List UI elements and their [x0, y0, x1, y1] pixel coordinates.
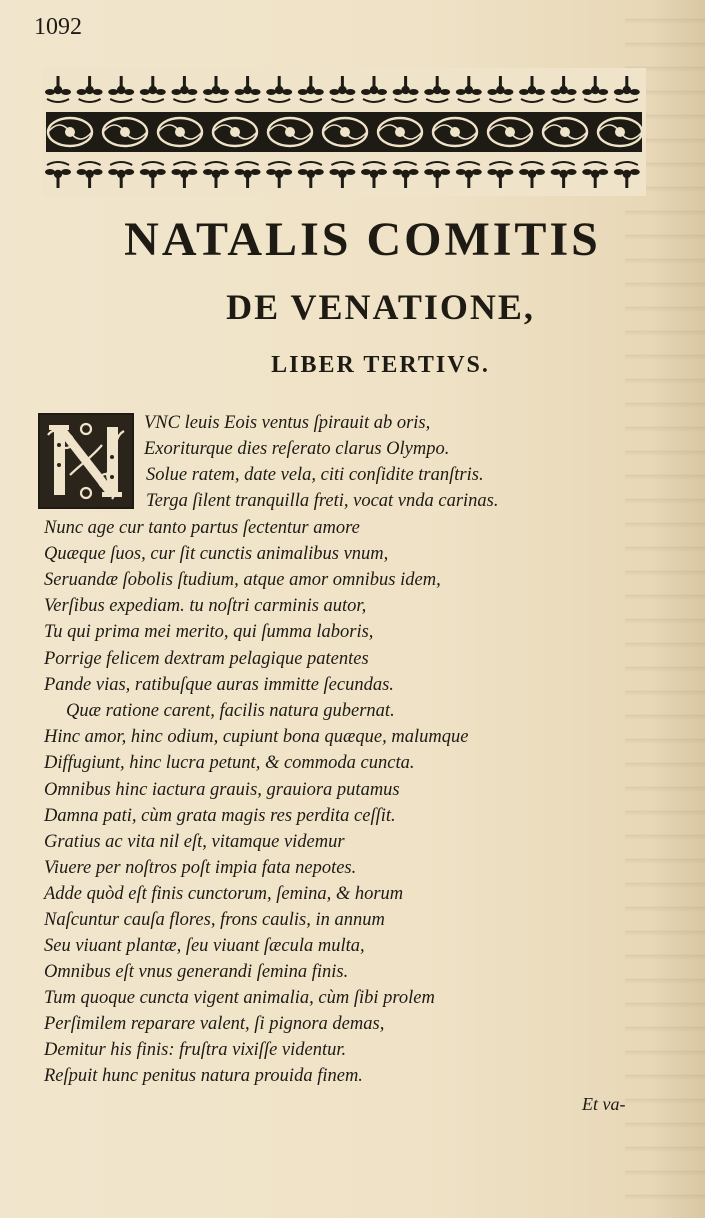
- verse-line: Adde quòd eſt finis cunctorum, ſemina, & horum: [44, 884, 404, 904]
- verse-line: Demitur his finis: fruſtra vixiſſe videntur.: [44, 1040, 347, 1060]
- verse-line: Naſcuntur cauſa flores, frons caulis, in annum: [44, 910, 385, 930]
- verse-line: Nunc age cur tanto partus ſectentur amore: [44, 518, 360, 538]
- verse-line: Verſibus expediam. tu noſtri carminis autor,: [44, 596, 367, 616]
- verse-line: Seruandæ ſobolis ſtudium, atque amor omnibus idem,: [44, 570, 441, 590]
- verse-line: Omnibus eſt vnus generandi ſemina finis.: [44, 962, 349, 982]
- verse-line: Exoriturque dies reſerato clarus Olympo.: [144, 439, 450, 459]
- verse-line: Omnibus hinc iactura grauis, grauiora putamus: [44, 780, 400, 800]
- page-number: 1092: [34, 14, 82, 40]
- verse-line: Pande vias, ratibuſque auras immitte ſecundas.: [44, 675, 394, 695]
- floral-headpiece-band: [42, 68, 646, 196]
- verse-line: Hinc amor, hinc odium, cupiunt bona quæque, malumque: [44, 727, 469, 747]
- verse-line: VNC leuis Eois ventus ſpirauit ab oris,: [144, 413, 431, 433]
- author-title: NATALIS COMITIS: [124, 213, 601, 266]
- verse-line: Perſimilem reparare valent, ſi pignora demas,: [44, 1014, 385, 1034]
- ornamental-initial-N: [38, 413, 134, 509]
- verse-line: Quæque ſuos, cur ſit cunctis animalibus vnum,: [44, 544, 389, 564]
- verse-line: Porrige felicem dextram pelagique patentes: [44, 649, 369, 669]
- catchword: Et va-: [582, 1094, 626, 1114]
- verse-line: Viuere per noſtros poſt impia fata nepotes.: [44, 858, 357, 878]
- work-title: DE VENATIONE,: [226, 287, 535, 327]
- verse-line: Solue ratem, date vela, citi conſidite tranſtris.: [146, 465, 484, 485]
- verse-line: Damna pati, cùm grata magis res perdita ceſſit.: [44, 806, 396, 826]
- verse-line: Diffugiunt, hinc lucra petunt, & commoda cuncta.: [44, 753, 415, 773]
- verse-line: Terga ſilent tranquilla freti, vocat vnda carinas.: [146, 491, 499, 511]
- verse-line: Reſpuit hunc penitus natura prouida finem.: [44, 1066, 363, 1086]
- verse-line: Tum quoque cuncta vigent animalia, cùm ſibi prolem: [44, 988, 435, 1008]
- book-heading: LIBER TERTIVS.: [271, 352, 490, 378]
- verse-line: Seu viuant plantæ, ſeu viuant ſæcula multa,: [44, 936, 365, 956]
- verse-line: Gratius ac vita nil eſt, vitamque videmur: [44, 832, 345, 852]
- verse-line: Tu qui prima mei merito, qui ſumma laboris,: [44, 622, 374, 642]
- verse-line: Quæ ratione carent, facilis natura gubernat.: [66, 701, 395, 721]
